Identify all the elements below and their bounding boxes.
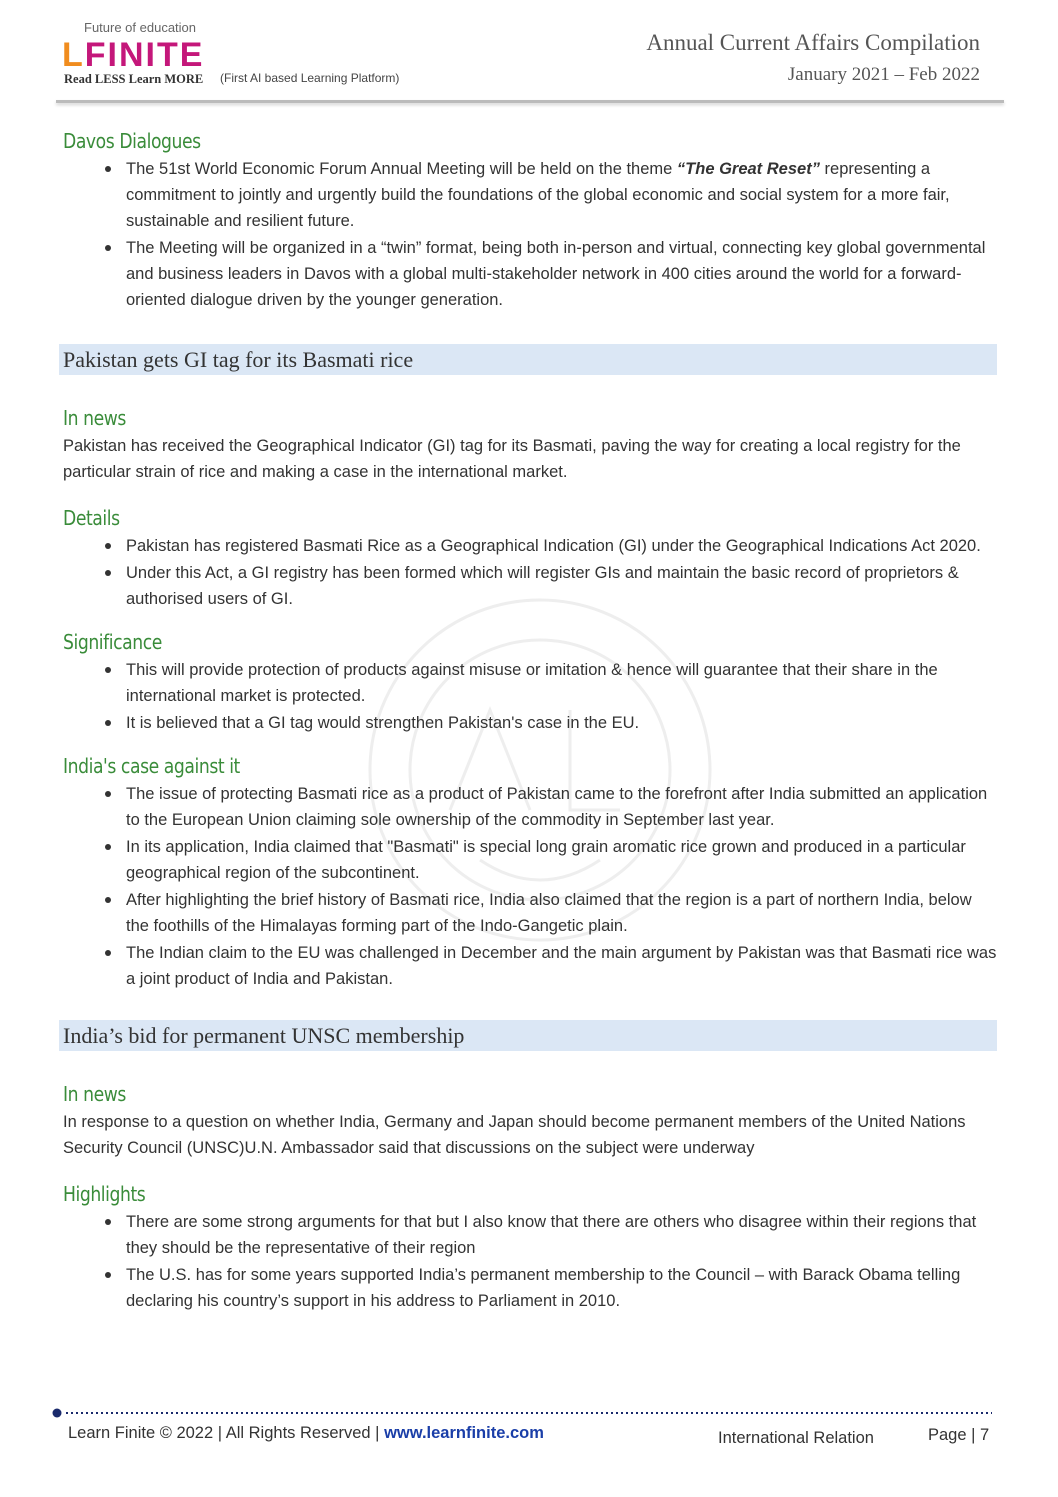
- page-content: [63, 126, 997, 1315]
- footer-section-name: International Relation: [718, 1429, 874, 1447]
- header-divider: [56, 100, 1004, 103]
- highlights-list: [63, 1209, 997, 1314]
- list-item: The U.S. has for some years supported India’s permanent membership to the Council – with Barack Obama telling declaring his country’s support in his address to Parliament in 2010.: [126, 1262, 997, 1314]
- logo-wordmark: LFINITE: [62, 36, 205, 74]
- date-range: January 2021 – Feb 2022: [787, 64, 980, 85]
- footer-divider: [52, 1408, 992, 1418]
- heading-in-news: In news: [63, 1082, 126, 1106]
- heading-in-news: In news: [63, 406, 126, 430]
- heading-significance: Significance: [63, 630, 162, 654]
- list-item: The Indian claim to the EU was challenged in December and the main argument by Pakistan was that Basmati rice was a joint product of India and Pakistan.: [126, 940, 997, 992]
- theme-name: “The Great Reset”: [676, 160, 820, 178]
- footer-copyright: Learn Finite © 2022 | All Rights Reserved | www.learnfinite.com: [68, 1424, 544, 1442]
- paragraph-unsc-news: In response to a question on whether India, Germany and Japan should become permanent members of the United Nations Security Council (UNSC)U.N. Ambassador said that discussions on the subject were underway: [63, 1113, 966, 1157]
- page-number: Page | 7: [928, 1426, 990, 1444]
- list-item: In its application, India claimed that "Basmati" is special long grain aromatic rice grown and produced in a particular geographical region of the subcontinent.: [126, 834, 997, 886]
- significance-list: [63, 657, 997, 736]
- list-item: Pakistan has registered Basmati Rice as a Geographical Indication (GI) under the Geographical Indications Act 2020.: [126, 533, 997, 559]
- logo: [62, 20, 422, 90]
- logo-tagline: Future of education: [84, 20, 197, 35]
- section-title-pakistan-gi: Pakistan gets GI tag for its Basmati rice: [59, 344, 997, 375]
- list-item: The 51st World Economic Forum Annual Meeting will be held on the theme “The Great Reset” representing a commitment to jointly and urgently build the foundations of the global economic and social system for a more fair, sustainable and resilient future.: [126, 156, 997, 234]
- heading-details: Details: [63, 506, 120, 530]
- davos-list: [63, 156, 997, 313]
- list-item: Under this Act, a GI registry has been formed which will register GIs and maintain the basic record of proprietors & authorised users of GI.: [126, 560, 997, 612]
- logo-subtitle: (First AI based Learning Platform): [220, 71, 400, 85]
- heading-highlights: Highlights: [63, 1182, 146, 1206]
- paragraph-in-news: Pakistan has received the Geographical Indicator (GI) tag for its Basmati, paving the way for creating a local registry for the particular strain of rice and making a case in the international market.: [63, 437, 961, 481]
- heading-india-case: India's case against it: [63, 754, 240, 778]
- list-item: The Meeting will be organized in a “twin” format, being both in-person and virtual, connecting key global governmental and business leaders in Davos with a global multi-stakeholder network in 400 cities around the world for a forward-oriented dialogue driven by the younger generation.: [126, 235, 997, 313]
- section-title-unsc: India’s bid for permanent UNSC membership: [59, 1020, 997, 1051]
- heading-davos-dialogues: Davos Dialogues: [63, 129, 201, 153]
- document-title: Annual Current Affairs Compilation: [646, 30, 980, 55]
- list-item: There are some strong arguments for that but I also know that there are others who disagree within their regions that they should be the representative of their region: [126, 1209, 997, 1261]
- list-item: This will provide protection of products against misuse or imitation & hence will guarantee that their share in the international market is protected.: [126, 657, 997, 709]
- website-link[interactable]: www.learnfinite.com: [384, 1424, 544, 1442]
- logo-slogan: Read LESS Learn MORE: [64, 72, 204, 86]
- header-block: [646, 30, 980, 86]
- list-item: After highlighting the brief history of Basmati rice, India also claimed that the region is a part of northern India, below the foothills of the Himalayas forming part of the Indo-Gangetic plain.: [126, 887, 997, 939]
- details-list: [63, 533, 997, 612]
- list-item: It is believed that a GI tag would strengthen Pakistan's case in the EU.: [126, 710, 997, 736]
- list-item: The issue of protecting Basmati rice as a product of Pakistan came to the forefront after India submitted an application to the European Union claiming sole ownership of the commodity in September last year.: [126, 781, 997, 833]
- india-case-list: [63, 781, 997, 992]
